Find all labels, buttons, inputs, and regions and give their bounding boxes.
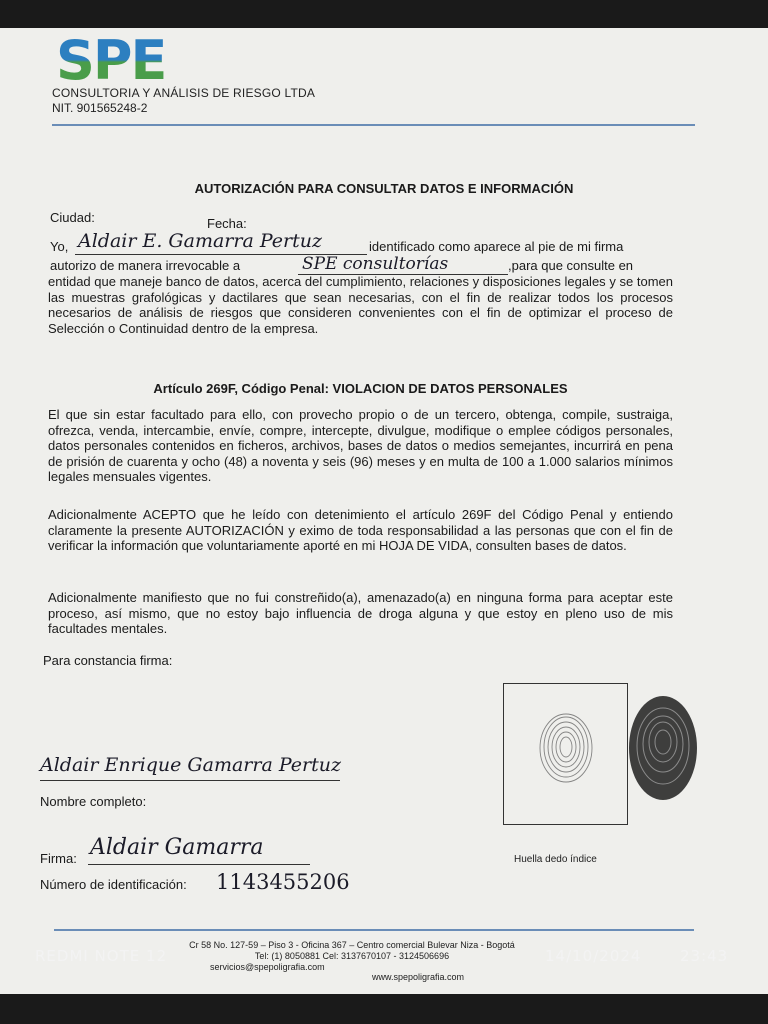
article-heading: Artículo 269F, Código Penal: VIOLACION DE DATOS PERSONALES [153, 381, 568, 396]
document-page [0, 28, 768, 994]
fingerprint-caption: Huella dedo índice [514, 854, 597, 865]
handwritten-id: 1143455206 [216, 870, 350, 894]
firma-label: Firma: [40, 851, 77, 866]
paragraph-declaration: Adicionalmente manifiesto que no fui constreñido(a), amenazado(a) en ninguna forma para aceptar este proceso, así mismo, que no estoy bajo influencia de droga alguna y que estoy en pleno uso de mis facultades mentales. [48, 590, 673, 636]
ciudad-label: Ciudad: [50, 210, 95, 225]
paragraph-authorization: entidad que maneje banco de datos, acerca del cumplimiento, relaciones y disposiciones legales y se tomen las muestras grafológicas y dactilares que sean necesarias, con el fin de realizar todos los procesos necesarios de análisis de riesgos que consideren convenientes con el fin de optimizar el proceso de Selección o Continuidad dentro de la empresa. [48, 274, 673, 336]
header-rule [52, 124, 695, 126]
identificado-text: identificado como aparece al pie de mi firma [369, 239, 624, 254]
full-name-underline [40, 780, 340, 781]
paragraph-acceptance: Adicionalmente ACEPTO que he leído con detenimiento el artículo 269F del Código Penal y entiendo claramente la presente AUTORIZACIÓN y eximo de toda responsabilidad a las personas que con el fin de verificar la información que voluntariamente aporté en mi HOJA DE VIDA, consulten bases de datos. [48, 507, 673, 553]
company-nit: NIT. 901565248-2 [52, 101, 148, 115]
handwritten-name: Aldair E. Gamarra Pertuz [78, 230, 322, 252]
footer-rule [54, 929, 694, 931]
constancia-label: Para constancia firma: [43, 653, 173, 668]
fecha-label: Fecha: [207, 216, 247, 231]
footer-email: servicios@spepoligrafia.com [210, 962, 325, 972]
para-que-text: ,para que consulte en [508, 258, 634, 273]
yo-label: Yo, [50, 239, 69, 254]
handwritten-full-name: Aldair Enrique Gamarra Pertuz [40, 754, 341, 776]
footer-address: Cr 58 No. 127-59 – Piso 3 - Oficina 367 – Centro comercial Bulevar Niza - Bogotá [189, 940, 515, 950]
fingerprint-ink-icon [626, 690, 700, 808]
camera-device-watermark: REDMI NOTE 12 [35, 947, 168, 965]
autorizo-text: autorizo de manera irrevocable a [50, 258, 241, 273]
nombre-completo-label: Nombre completo: [40, 794, 147, 809]
handwritten-company: SPE consultorías [302, 254, 449, 274]
signature-underline [88, 864, 310, 865]
id-label: Número de identificación: [40, 877, 187, 892]
document-title: AUTORIZACIÓN PARA CONSULTAR DATOS E INFORMACIÓN [194, 181, 574, 196]
camera-time-watermark: 23:43 [680, 947, 729, 965]
camera-date-watermark: 14/10/2024 [545, 947, 642, 965]
company-logo: SPE [56, 29, 166, 92]
footer-website: www.spepoligrafia.com [372, 972, 465, 982]
company-name: CONSULTORIA Y ANÁLISIS DE RIESGO LTDA [52, 86, 316, 100]
fingerprint-box [503, 683, 628, 825]
paragraph-article: El que sin estar facultado para ello, con provecho propio o de un tercero, obtenga, compile, sustraiga, ofrezca, venda, intercambie, envíe, compre, intercepte, divulgue, modifique o emplee códigos personales, datos personales contenidos en ficheros, archivos, bases de datos o medios semejantes, incurrirá en pena de prisión de cuarenta y ocho (48) a noventa y seis (96) meses y en multa de 100 a 1.000 salarios mínimos legales mensuales vigentes. [48, 407, 673, 484]
handwritten-signature: Aldair Gamarra [90, 835, 264, 860]
footer-phones: Tel: (1) 8050881 Cel: 3137670107 - 3124506696 [254, 951, 450, 961]
fingerprint-icon [504, 684, 627, 824]
